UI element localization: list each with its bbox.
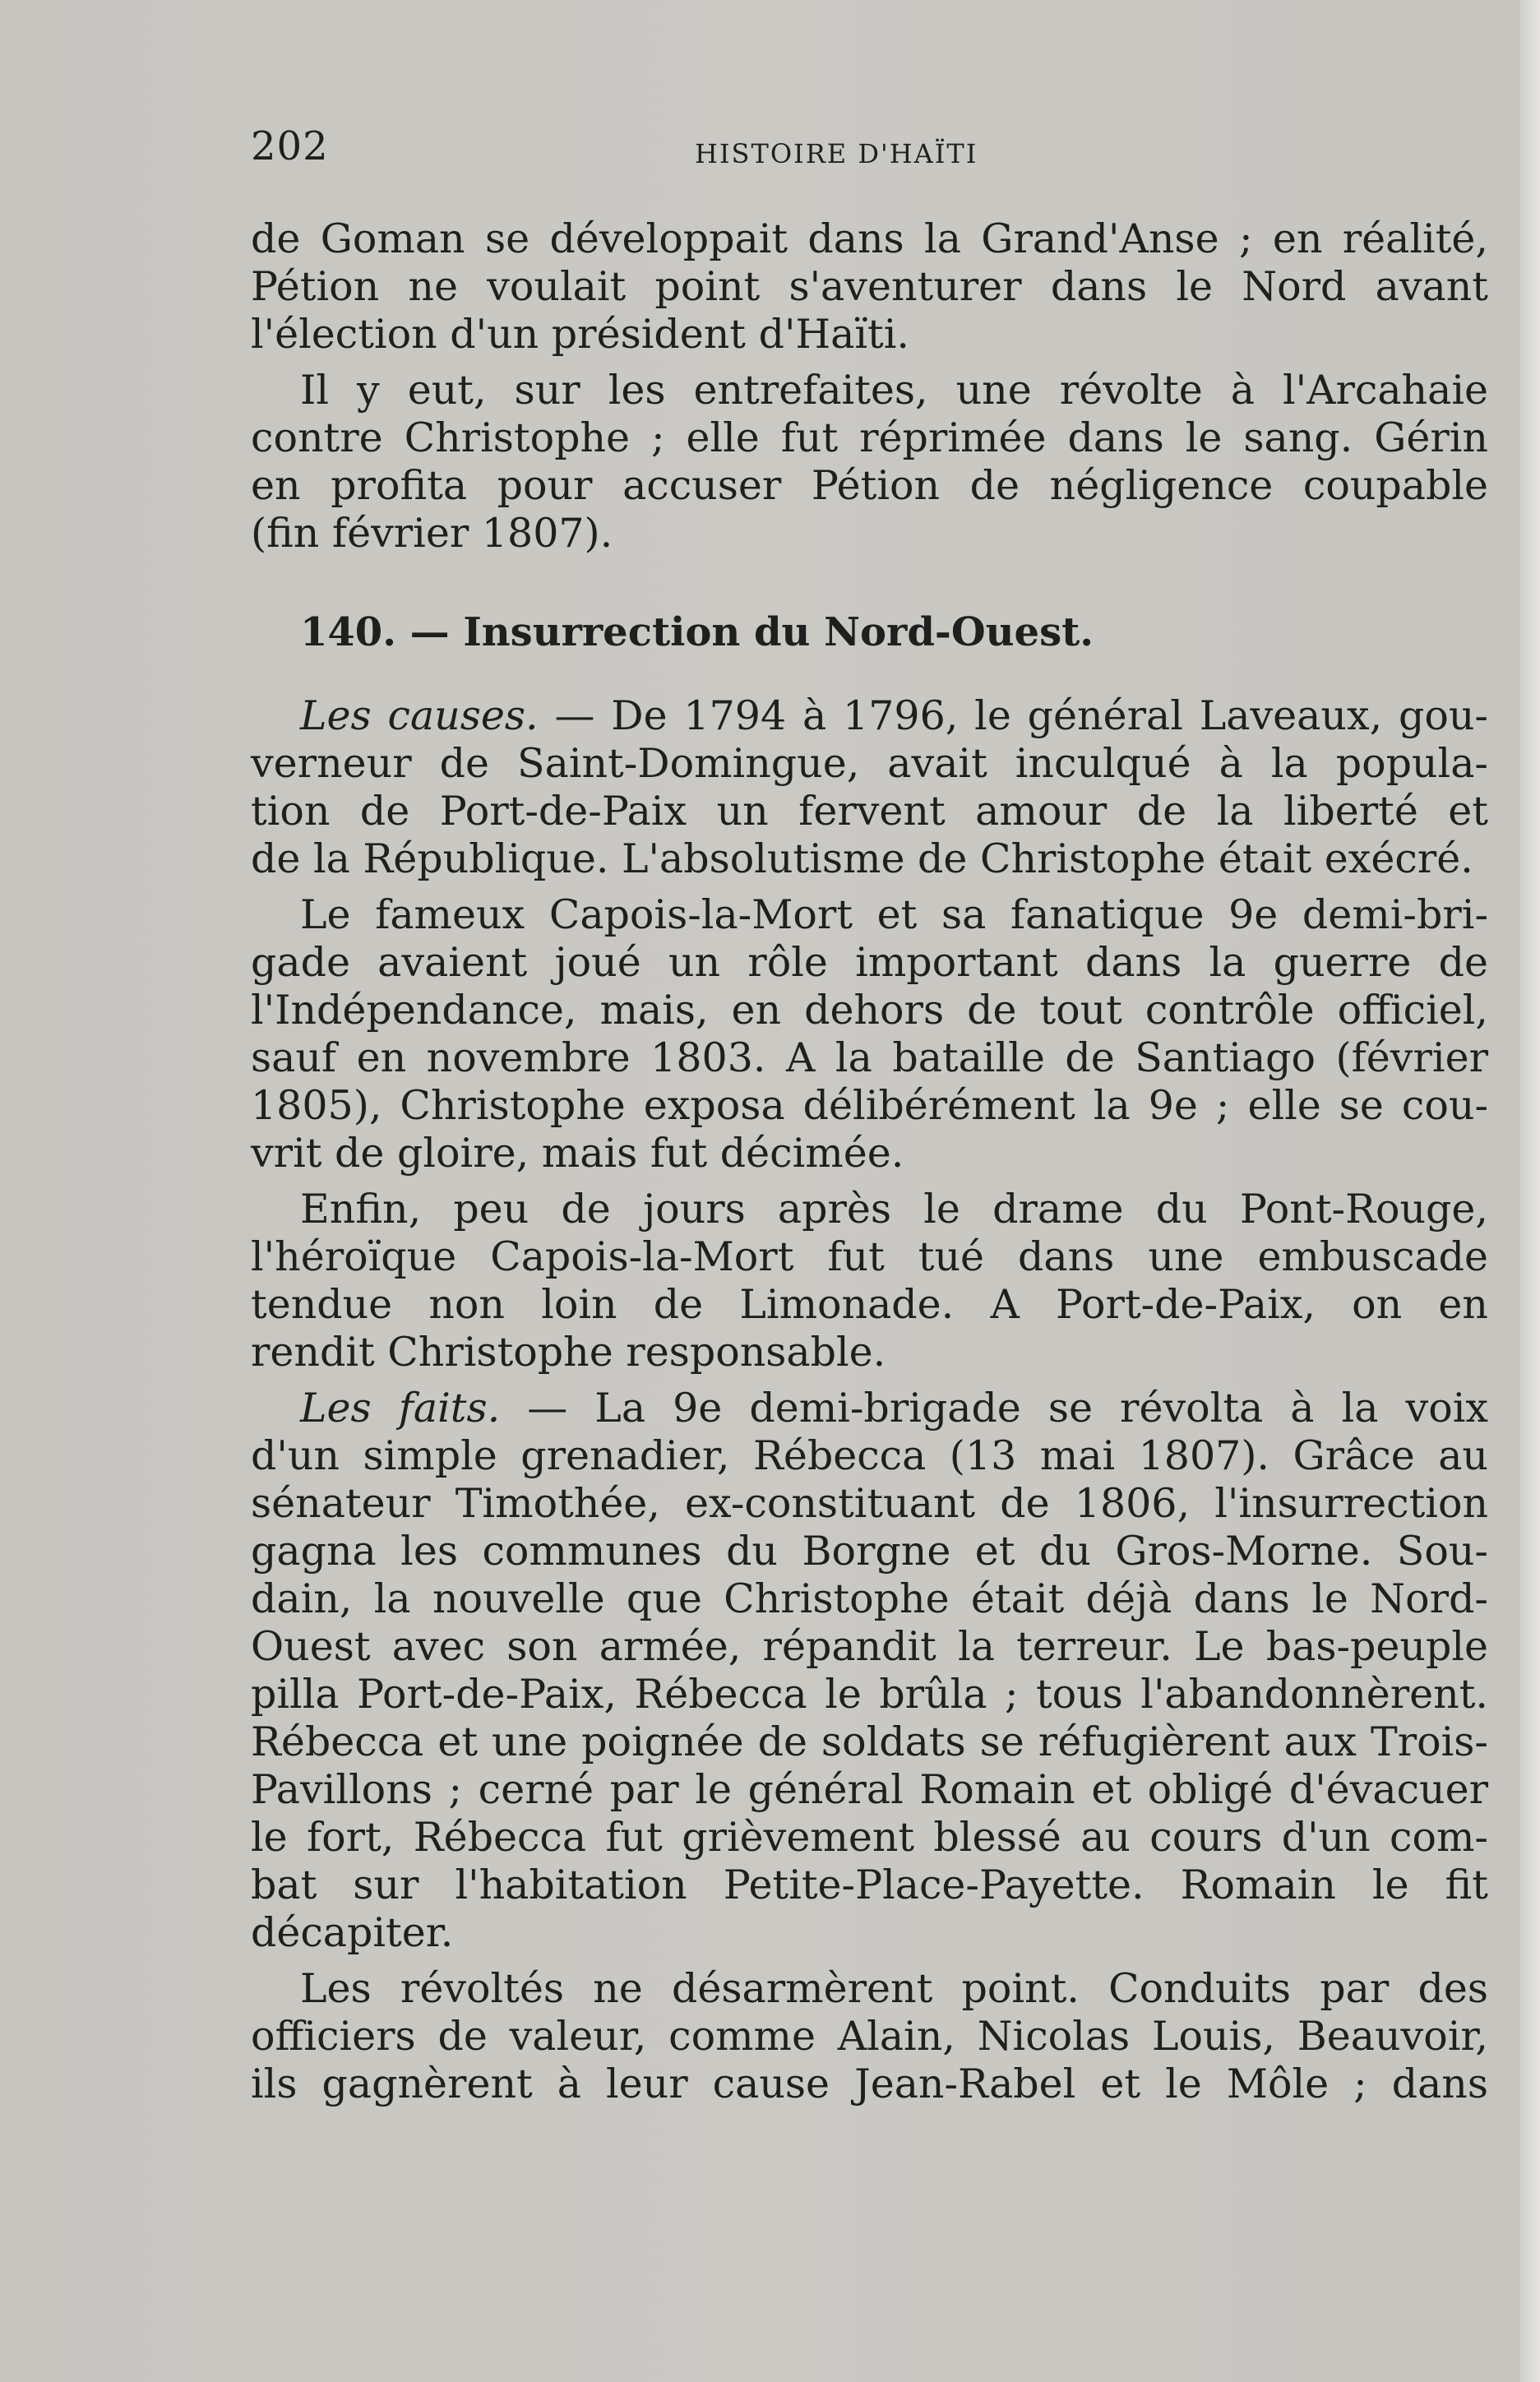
text-line: Rébecca et une poignée de soldats se réfugièrent aux Trois- [251,1718,1488,1765]
text-line: (fin février 1807). [251,510,613,557]
text-line: 1805), Christophe exposa délibérément la 9e ; elle se cou- [251,1082,1488,1129]
section-paragraph-3 [251,1186,1488,1376]
section-paragraph-5 [251,1965,1488,2108]
text-line: en profita pour accuser Pétion de négligence coupable [251,462,1488,509]
text-line [251,692,1488,740]
section-paragraph-2 [251,891,1488,1177]
text-line: sauf en novembre 1803. A la bataille de Santiago (février [251,1034,1488,1081]
text-line: l'héroïque Capois-la-Mort fut tué dans une embuscade [251,1233,1488,1280]
text-line: officiers de valeur, comme Alain, Nicolas Louis, Beauvoir, [251,2013,1488,2060]
paragraph-1 [251,215,1488,358]
text-line: d'un simple grenadier, Rébecca (13 mai 1807). Grâce au [251,1432,1488,1479]
running-title: HISTOIRE D'HAÏTI [695,138,978,169]
italic-prefix: Les faits. [300,1385,501,1432]
paragraph-2 [251,367,1488,557]
text-line: décapiter. [251,1909,454,1956]
text-fragment: — De 1794 à 1796, le général Laveaux, gou- [538,692,1488,739]
text-line: ils gagnèrent à leur cause Jean-Rabel et le Môle ; dans [251,2061,1488,2107]
text-line: Enfin, peu de jours après le drame du Pont-Rouge, [300,1186,1488,1233]
text-line: tion de Port-de-Paix un fervent amour de la liberté et [251,788,1488,835]
text-fragment: — La 9e demi-brigade se révolta à la voix [500,1385,1488,1432]
italic-prefix: Les causes. [300,692,539,739]
text-line: gagna les communes du Borgne et du Gros-Morne. Sou- [251,1528,1488,1575]
text-line: l'élection d'un président d'Haïti. [251,311,909,358]
text-line: sénateur Timothée, ex-constituant de 1806, l'insurrection [251,1480,1488,1527]
text-line: dain, la nouvelle que Christophe était déjà dans le Nord- [251,1575,1488,1622]
section-paragraph-1 [251,692,1488,883]
text-line: rendit Christophe responsable. [251,1329,886,1376]
text-line: Le fameux Capois-la-Mort et sa fanatique 9e demi-bri- [300,891,1488,938]
text-line: Pavillons ; cerné par le général Romain et obligé d'évacuer [251,1766,1488,1813]
text-line: l'Indépendance, mais, en dehors de tout contrôle officiel, [251,987,1488,1034]
text-line: vrit de gloire, mais fut décimée. [251,1130,904,1177]
text-line: Il y eut, sur les entrefaites, une révolte à l'Arcahaie [300,367,1488,414]
page-number: 202 [251,123,329,169]
text-line: le fort, Rébecca fut grièvement blessé au cours d'un com- [251,1814,1488,1861]
page-content [251,215,1488,2108]
text-line: de Goman se développait dans la Grand'Anse ; en réalité, [251,215,1488,262]
text-line: pilla Port-de-Paix, Rébecca le brûla ; tous l'abandonnèrent. [251,1671,1488,1718]
text-line: bat sur l'habitation Petite-Place-Payette. Romain le fit [251,1862,1488,1908]
text-line [251,1385,1488,1432]
page-edge [1520,0,1540,2382]
section-paragraph-4 [251,1385,1488,1957]
text-line: tendue non loin de Limonade. A Port-de-Paix, on en [251,1281,1488,1328]
text-line: Ouest avec son armée, répandit la terreur. Le bas-peuple [251,1623,1488,1670]
section-title: 140. — Insurrection du Nord-Ouest. [300,609,1094,655]
text-line: de la République. L'absolutisme de Christophe était exécré. [251,835,1473,882]
text-line: Pétion ne voulait point s'aventurer dans le Nord avant [251,263,1488,310]
text-line: contre Christophe ; elle fut réprimée dans le sang. Gérin [251,414,1488,461]
page-header [251,123,1484,181]
text-line: verneur de Saint-Domingue, avait inculqué à la popula- [251,740,1488,787]
text-line: Les révoltés ne désarmèrent point. Conduits par des [300,1965,1488,2012]
text-line: gade avaient joué un rôle important dans la guerre de [251,939,1488,986]
